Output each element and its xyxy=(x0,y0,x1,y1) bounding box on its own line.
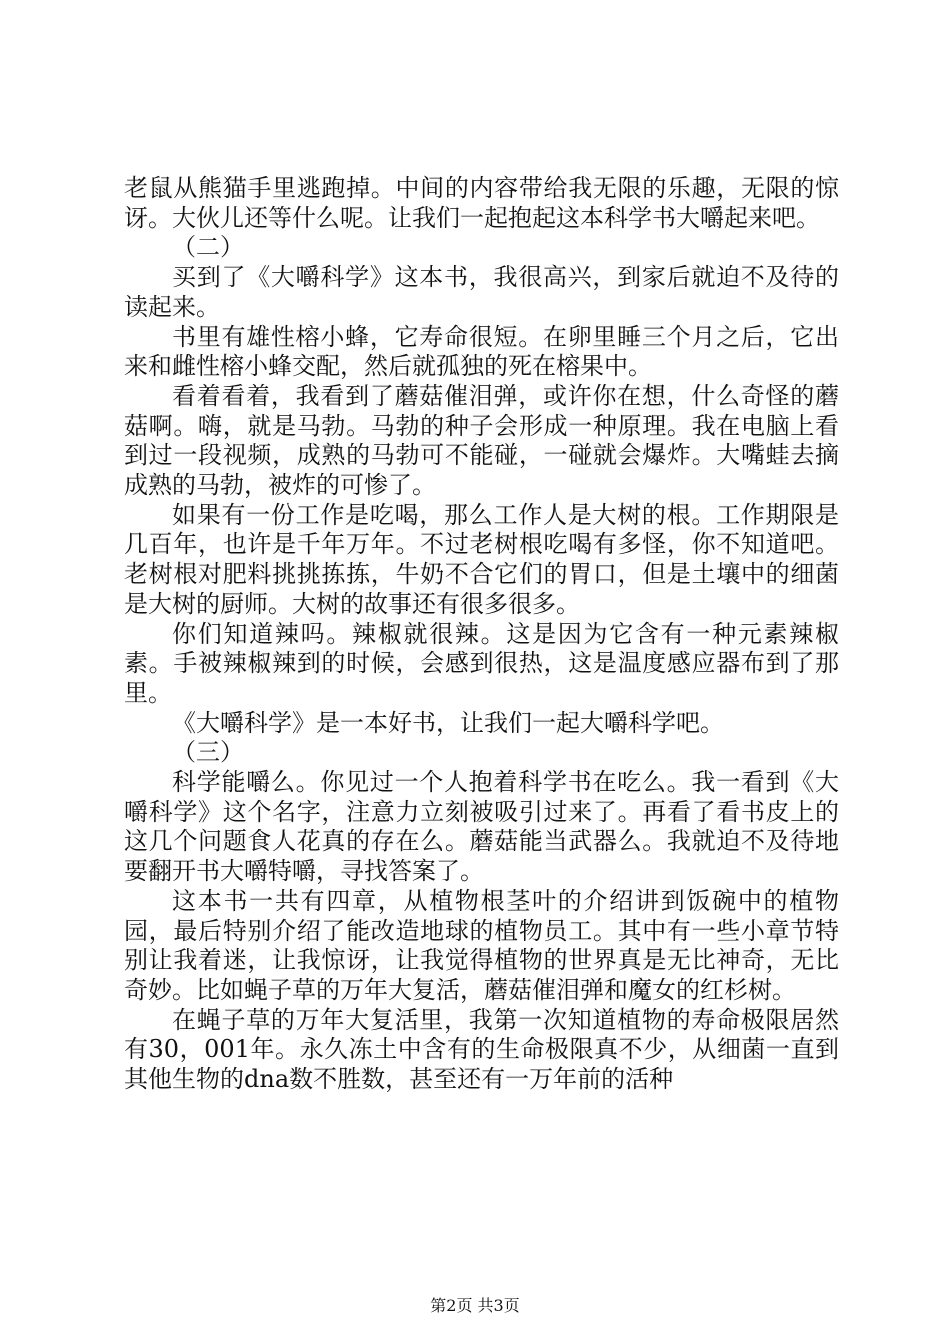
section-heading-3: （三） xyxy=(172,738,244,767)
paragraph: 你们知道辣吗。辣椒就很辣。这是因为它含有一种元素辣椒素。手被辣椒辣到的时候，会感到很热，这是温度感应器布到了那里。 xyxy=(124,619,839,707)
document-body xyxy=(124,174,839,1095)
paragraph: 如果有一份工作是吃喝，那么工作人是大树的根。工作期限是几百年，也许是千年万年。不过老树根吃喝有多怪，你不知道吧。老树根对肥料挑挑拣拣，牛奶不合它们的胃口，但是土壤中的细菌是大树的厨师。大树的故事还有很多很多。 xyxy=(124,500,839,618)
paragraph: 看着看着，我看到了蘑菇催泪弹，或许你在想，什么奇怪的蘑菇啊。嗨，就是马勃。马勃的种子会形成一种原理。我在电脑上看到过一段视频，成熟的马勃可不能碰，一碰就会爆炸。大嘴蛙去摘成熟的马勃，被炸的可惨了。 xyxy=(124,381,839,500)
section-heading-2: （二） xyxy=(172,233,244,262)
paragraph: 科学能嚼么。你见过一个人抱着科学书在吃么。我一看到《大嚼科学》这个名字，注意力立刻被吸引过来了。再看了看书皮上的这几个问题食人花真的存在么。蘑菇能当武器么。我就迫不及待地要翻开书大嚼特嚼，寻找答案了。 xyxy=(124,768,839,886)
paragraph-continuation: 老鼠从熊猫手里逃跑掉。中间的内容带给我无限的乐趣，无限的惊讶。大伙儿还等什么呢。让我们一起抱起这本科学书大嚼起来吧。 xyxy=(124,174,839,232)
paragraph: 买到了《大嚼科学》这本书，我很高兴，到家后就迫不及待的读起来。 xyxy=(124,263,839,321)
paragraph: 这本书一共有四章，从植物根茎叶的介绍讲到饭碗中的植物园，最后特别介绍了能改造地球的植物员工。其中有一些小章节特别让我着迷，让我惊讶，让我觉得植物的世界真是无比神奇，无比奇妙。比如蝇子草的万年大复活，蘑菇催泪弹和魔女的红杉树。 xyxy=(124,886,839,1004)
paragraph: 在蝇子草的万年大复活里，我第一次知道植物的寿命极限居然有30，001年。永久冻土中含有的生命极限真不少，从细菌一直到其他生物的dna数不胜数，甚至还有一万年前的活种 xyxy=(124,1005,839,1094)
paragraph: 书里有雄性榕小蜂，它寿命很短。在卵里睡三个月之后，它出来和雌性榕小蜂交配，然后就孤独的死在榕果中。 xyxy=(124,322,839,381)
page-number-footer: 第2页 共3页 xyxy=(430,1296,520,1315)
paragraph: 《大嚼科学》是一本好书，让我们一起大嚼科学吧。 xyxy=(172,708,724,737)
